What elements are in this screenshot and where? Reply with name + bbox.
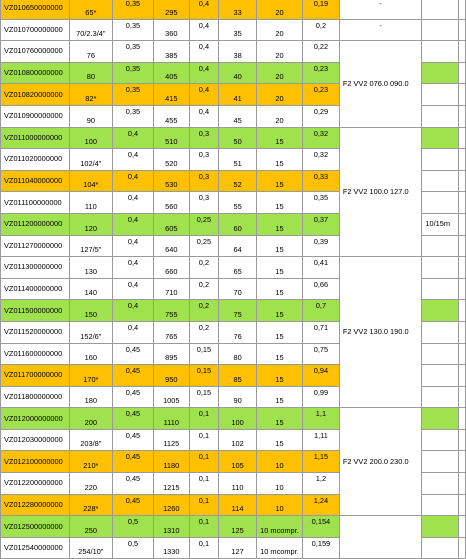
price-cell: 0,19 — [303, 0, 340, 19]
radius-cell: 105 — [219, 451, 257, 473]
thickness-cell: 0,35 — [112, 41, 153, 63]
radius-cell: 35 — [219, 19, 257, 41]
pressure-cell: 0,1 — [189, 473, 219, 495]
length-cell: 15 — [256, 278, 302, 300]
extra-cell — [422, 343, 458, 365]
price-cell: 0,159 — [303, 537, 340, 559]
weight-cell: 385 — [154, 41, 190, 63]
diameter-cell: 80 — [69, 62, 112, 84]
diameter-cell: 220 — [69, 473, 112, 495]
group-dash-cell: - — [339, 19, 422, 41]
thickness-cell: 0,4 — [112, 127, 153, 149]
pressure-cell: 0,25 — [189, 213, 219, 235]
price-cell: 0,32 — [303, 149, 340, 171]
table-row — [1, 127, 466, 149]
pressure-cell: 0,2 — [189, 278, 219, 300]
pressure-cell: 0,25 — [189, 235, 219, 257]
diameter-cell: 130 — [69, 257, 112, 279]
edge-cell — [458, 105, 465, 127]
extra-cell — [422, 235, 458, 257]
radius-cell: 52 — [219, 170, 257, 192]
weight-cell: 950 — [154, 365, 190, 387]
pressure-cell: 0,4 — [189, 62, 219, 84]
article-code-cell: VZ011520000000 — [1, 321, 70, 343]
thickness-cell: 0,45 — [112, 365, 153, 387]
article-code-cell: VZ011600000000 — [1, 343, 70, 365]
radius-cell: 125 — [219, 516, 257, 538]
pressure-cell: 0,2 — [189, 300, 219, 322]
extra-cell — [422, 386, 458, 408]
weight-cell: 295 — [154, 0, 190, 19]
pressure-cell: 0,2 — [189, 321, 219, 343]
thickness-cell: 0,45 — [112, 473, 153, 495]
price-cell: 1,2 — [303, 473, 340, 495]
diameter-cell: 120 — [69, 213, 112, 235]
radius-cell: 114 — [219, 494, 257, 516]
edge-cell — [458, 408, 465, 430]
pressure-cell: 0,4 — [189, 19, 219, 41]
thickness-cell: 0,4 — [112, 300, 153, 322]
length-cell: 15 — [256, 343, 302, 365]
price-cell: 1,1 — [303, 408, 340, 430]
extra-cell — [422, 62, 458, 84]
article-code-cell: VZ011040000000 — [1, 170, 70, 192]
group-empty-cell — [339, 516, 422, 559]
length-cell: 15 — [256, 386, 302, 408]
diameter-cell: 76 — [69, 41, 112, 63]
edge-cell — [458, 127, 465, 149]
length-cell: 15 — [256, 170, 302, 192]
edge-cell — [458, 257, 465, 279]
length-cell: 15 — [256, 127, 302, 149]
article-code-cell: VZ010820000000 — [1, 84, 70, 106]
pressure-cell: 0,4 — [189, 105, 219, 127]
pressure-cell: 0,1 — [189, 408, 219, 430]
edge-cell — [458, 473, 465, 495]
extra-cell — [422, 537, 458, 559]
diameter-cell: 102/4" — [69, 149, 112, 171]
diameter-cell: 104* — [69, 170, 112, 192]
price-cell: 0,33 — [303, 170, 340, 192]
diameter-cell: 228* — [69, 494, 112, 516]
radius-cell: 38 — [219, 41, 257, 63]
price-cell: 0,32 — [303, 127, 340, 149]
price-cell: 1,15 — [303, 451, 340, 473]
radius-cell: 70 — [219, 278, 257, 300]
article-code-cell: VZ011800000000 — [1, 386, 70, 408]
price-cell: 0,75 — [303, 343, 340, 365]
article-code-cell: VZ011000000000 — [1, 127, 70, 149]
article-code-cell: VZ010760000000 — [1, 41, 70, 63]
edge-cell — [458, 516, 465, 538]
thickness-cell: 0,35 — [112, 105, 153, 127]
diameter-cell: 152/6" — [69, 321, 112, 343]
weight-cell: 1260 — [154, 494, 190, 516]
radius-cell: 64 — [219, 235, 257, 257]
thickness-cell: 0,4 — [112, 321, 153, 343]
edge-cell — [458, 149, 465, 171]
thickness-cell: 0,45 — [112, 494, 153, 516]
pressure-cell: 0,15 — [189, 386, 219, 408]
article-code-cell: VZ012200000000 — [1, 473, 70, 495]
extra-cell — [422, 473, 458, 495]
length-cell: 15 — [256, 192, 302, 214]
table-row — [1, 0, 466, 19]
thickness-cell: 0,45 — [112, 386, 153, 408]
price-cell: 0,41 — [303, 257, 340, 279]
article-code-cell: VZ012100000000 — [1, 451, 70, 473]
extra-cell — [422, 105, 458, 127]
price-cell: 1,11 — [303, 429, 340, 451]
price-cell: 0,22 — [303, 41, 340, 63]
extra-cell — [422, 516, 458, 538]
extra-cell — [422, 278, 458, 300]
pressure-cell: 0,1 — [189, 516, 219, 538]
article-code-cell: VZ011100000000 — [1, 192, 70, 214]
length-cell: 15 — [256, 429, 302, 451]
length-cell: 10 — [256, 451, 302, 473]
thickness-cell: 0,45 — [112, 408, 153, 430]
diameter-cell: 90 — [69, 105, 112, 127]
diameter-cell: 140 — [69, 278, 112, 300]
article-code-cell: VZ012500000000 — [1, 516, 70, 538]
weight-cell: 560 — [154, 192, 190, 214]
pressure-cell: 0,2 — [189, 257, 219, 279]
diameter-cell: 203/8" — [69, 429, 112, 451]
edge-cell — [458, 429, 465, 451]
edge-cell — [458, 235, 465, 257]
length-cell: 15 — [256, 365, 302, 387]
pressure-cell: 0,4 — [189, 41, 219, 63]
radius-cell: 110 — [219, 473, 257, 495]
extra-cell — [422, 321, 458, 343]
article-code-cell: VZ010900000000 — [1, 105, 70, 127]
diameter-cell: 160 — [69, 343, 112, 365]
weight-cell: 415 — [154, 84, 190, 106]
article-code-cell: VZ011500000000 — [1, 300, 70, 322]
article-code-cell: VZ011020000000 — [1, 149, 70, 171]
length-cell: 15 — [256, 149, 302, 171]
edge-cell — [458, 343, 465, 365]
article-code-cell: VZ012540000000 — [1, 537, 70, 559]
group-label-cell: F2 VV2 130.0 190.0 — [339, 257, 422, 408]
pressure-cell: 0,1 — [189, 429, 219, 451]
weight-cell: 530 — [154, 170, 190, 192]
weight-cell: 640 — [154, 235, 190, 257]
price-cell: 0,154 — [303, 516, 340, 538]
weight-cell: 1110 — [154, 408, 190, 430]
length-cell: 20 — [256, 84, 302, 106]
extra-cell — [422, 149, 458, 171]
edge-cell — [458, 321, 465, 343]
weight-cell: 1310 — [154, 516, 190, 538]
edge-cell — [458, 537, 465, 559]
length-cell: 15 — [256, 235, 302, 257]
thickness-cell: 0,4 — [112, 257, 153, 279]
diameter-cell: 70/2.3/4" — [69, 19, 112, 41]
article-code-cell: VZ010700000000 — [1, 19, 70, 41]
radius-cell: 80 — [219, 343, 257, 365]
thickness-cell: 0,4 — [112, 170, 153, 192]
pressure-cell: 0,1 — [189, 494, 219, 516]
length-cell: 20 — [256, 41, 302, 63]
edge-cell — [458, 192, 465, 214]
edge-cell — [458, 41, 465, 63]
length-cell: 10 mcompr. — [256, 537, 302, 559]
price-cell: 0,7 — [303, 300, 340, 322]
article-code-cell: VZ010650000000 — [1, 0, 70, 19]
radius-cell: 55 — [219, 192, 257, 214]
thickness-cell: 0,4 — [112, 278, 153, 300]
extra-cell — [422, 429, 458, 451]
length-cell: 15 — [256, 213, 302, 235]
pressure-cell: 0,1 — [189, 451, 219, 473]
pressure-cell: 0,15 — [189, 365, 219, 387]
article-code-cell: VZ012030000000 — [1, 429, 70, 451]
edge-cell — [458, 84, 465, 106]
article-code-cell: VZ011700000000 — [1, 365, 70, 387]
diameter-cell: 150 — [69, 300, 112, 322]
weight-cell: 1125 — [154, 429, 190, 451]
diameter-cell: 254/10" — [69, 537, 112, 559]
article-code-cell: VZ012280000000 — [1, 494, 70, 516]
table-row — [1, 19, 466, 41]
thickness-cell: 0,45 — [112, 451, 153, 473]
thickness-cell: 0,5 — [112, 516, 153, 538]
edge-cell — [458, 0, 465, 19]
thickness-cell: 0,5 — [112, 537, 153, 559]
length-cell: 15 — [256, 408, 302, 430]
price-cell: 0,23 — [303, 62, 340, 84]
price-cell: 0,2 — [303, 19, 340, 41]
edge-cell — [458, 451, 465, 473]
thickness-cell: 0,4 — [112, 149, 153, 171]
pressure-cell: 0,3 — [189, 192, 219, 214]
extra-cell — [422, 494, 458, 516]
thickness-cell: 0,35 — [112, 19, 153, 41]
article-code-cell: VZ011400000000 — [1, 278, 70, 300]
diameter-cell: 180 — [69, 386, 112, 408]
radius-cell: 76 — [219, 321, 257, 343]
length-cell: 10 — [256, 494, 302, 516]
group-label-cell: F2 VV2 076.0 090.0 — [339, 41, 422, 127]
diameter-cell: 170* — [69, 365, 112, 387]
edge-cell — [458, 19, 465, 41]
extra-cell — [422, 365, 458, 387]
weight-cell: 765 — [154, 321, 190, 343]
radius-cell: 100 — [219, 408, 257, 430]
radius-cell: 33 — [219, 0, 257, 19]
extra-cell — [422, 84, 458, 106]
article-code-cell: VZ011270000000 — [1, 235, 70, 257]
article-code-cell: VZ011200000000 — [1, 213, 70, 235]
weight-cell: 895 — [154, 343, 190, 365]
extra-cell — [422, 41, 458, 63]
length-cell: 15 — [256, 321, 302, 343]
extra-cell — [422, 257, 458, 279]
length-cell: 10 — [256, 473, 302, 495]
extra-cell — [422, 300, 458, 322]
extra-cell — [422, 170, 458, 192]
diameter-cell: 82* — [69, 84, 112, 106]
radius-cell: 90 — [219, 386, 257, 408]
weight-cell: 1180 — [154, 451, 190, 473]
weight-cell: 660 — [154, 257, 190, 279]
length-cell: 20 — [256, 105, 302, 127]
table-row — [1, 257, 466, 279]
price-cell: 0,94 — [303, 365, 340, 387]
thickness-cell: 0,35 — [112, 62, 153, 84]
length-cell: 15 — [256, 300, 302, 322]
weight-cell: 455 — [154, 105, 190, 127]
diameter-cell: 210* — [69, 451, 112, 473]
thickness-cell: 0,4 — [112, 213, 153, 235]
price-cell: 0,66 — [303, 278, 340, 300]
radius-cell: 127 — [219, 537, 257, 559]
weight-cell: 520 — [154, 149, 190, 171]
radius-cell: 102 — [219, 429, 257, 451]
extra-cell — [422, 192, 458, 214]
price-cell: 0,35 — [303, 192, 340, 214]
weight-cell: 605 — [154, 213, 190, 235]
thickness-cell: 0,45 — [112, 343, 153, 365]
radius-cell: 65 — [219, 257, 257, 279]
thickness-cell: 0,4 — [112, 192, 153, 214]
diameter-cell: 110 — [69, 192, 112, 214]
diameter-cell: 100 — [69, 127, 112, 149]
weight-cell: 405 — [154, 62, 190, 84]
thickness-cell: 0,4 — [112, 235, 153, 257]
table-row — [1, 41, 466, 63]
group-dash-cell: - — [339, 0, 422, 19]
edge-cell — [458, 62, 465, 84]
diameter-cell: 200 — [69, 408, 112, 430]
weight-cell: 755 — [154, 300, 190, 322]
length-cell: 20 — [256, 62, 302, 84]
weight-cell: 710 — [154, 278, 190, 300]
pressure-cell: 0,4 — [189, 84, 219, 106]
thickness-cell: 0,35 — [112, 84, 153, 106]
edge-cell — [458, 213, 465, 235]
length-cell: 15 — [256, 257, 302, 279]
diameter-cell: 127/5" — [69, 235, 112, 257]
article-code-cell: VZ012000000000 — [1, 408, 70, 430]
pressure-cell: 0,15 — [189, 343, 219, 365]
radius-cell: 40 — [219, 62, 257, 84]
radius-cell: 45 — [219, 105, 257, 127]
article-code-cell: VZ011300000000 — [1, 257, 70, 279]
extra-cell — [422, 0, 458, 19]
edge-cell — [458, 365, 465, 387]
table-row — [1, 408, 466, 430]
price-cell: 0,37 — [303, 213, 340, 235]
radius-cell: 50 — [219, 127, 257, 149]
price-cell: 0,99 — [303, 386, 340, 408]
price-cell: 0,71 — [303, 321, 340, 343]
radius-cell: 60 — [219, 213, 257, 235]
length-cell: 10 mcompr. — [256, 516, 302, 538]
table-body — [1, 0, 466, 559]
radius-cell: 41 — [219, 84, 257, 106]
edge-cell — [458, 494, 465, 516]
extra-cell — [422, 127, 458, 149]
extra-cell — [422, 19, 458, 41]
pressure-cell: 0,1 — [189, 537, 219, 559]
weight-cell: 360 — [154, 19, 190, 41]
edge-cell — [458, 278, 465, 300]
radius-cell: 75 — [219, 300, 257, 322]
weight-cell: 1330 — [154, 537, 190, 559]
note-cell: 10/15m — [422, 213, 458, 235]
radius-cell: 85 — [219, 365, 257, 387]
weight-cell: 1215 — [154, 473, 190, 495]
weight-cell: 510 — [154, 127, 190, 149]
thickness-cell: 0,45 — [112, 429, 153, 451]
edge-cell — [458, 300, 465, 322]
extra-cell — [422, 451, 458, 473]
length-cell: 20 — [256, 19, 302, 41]
thickness-cell: 0,35 — [112, 0, 153, 19]
radius-cell: 51 — [219, 149, 257, 171]
edge-cell — [458, 386, 465, 408]
price-cell: 0,39 — [303, 235, 340, 257]
group-label-cell: F2 VV2 200.0 230.0 — [339, 408, 422, 516]
pressure-cell: 0,4 — [189, 0, 219, 19]
group-label-cell: F2 VV2 100.0 127.0 — [339, 127, 422, 257]
price-cell: 0,29 — [303, 105, 340, 127]
diameter-cell: 65* — [69, 0, 112, 19]
pressure-cell: 0,3 — [189, 170, 219, 192]
pressure-cell: 0,3 — [189, 149, 219, 171]
article-code-cell: VZ010800000000 — [1, 62, 70, 84]
extra-cell — [422, 408, 458, 430]
price-cell: 0,23 — [303, 84, 340, 106]
price-cell: 1,24 — [303, 494, 340, 516]
table-row — [1, 516, 466, 538]
diameter-cell: 250 — [69, 516, 112, 538]
edge-cell — [458, 170, 465, 192]
weight-cell: 1005 — [154, 386, 190, 408]
length-cell: 20 — [256, 0, 302, 19]
pressure-cell: 0,3 — [189, 127, 219, 149]
